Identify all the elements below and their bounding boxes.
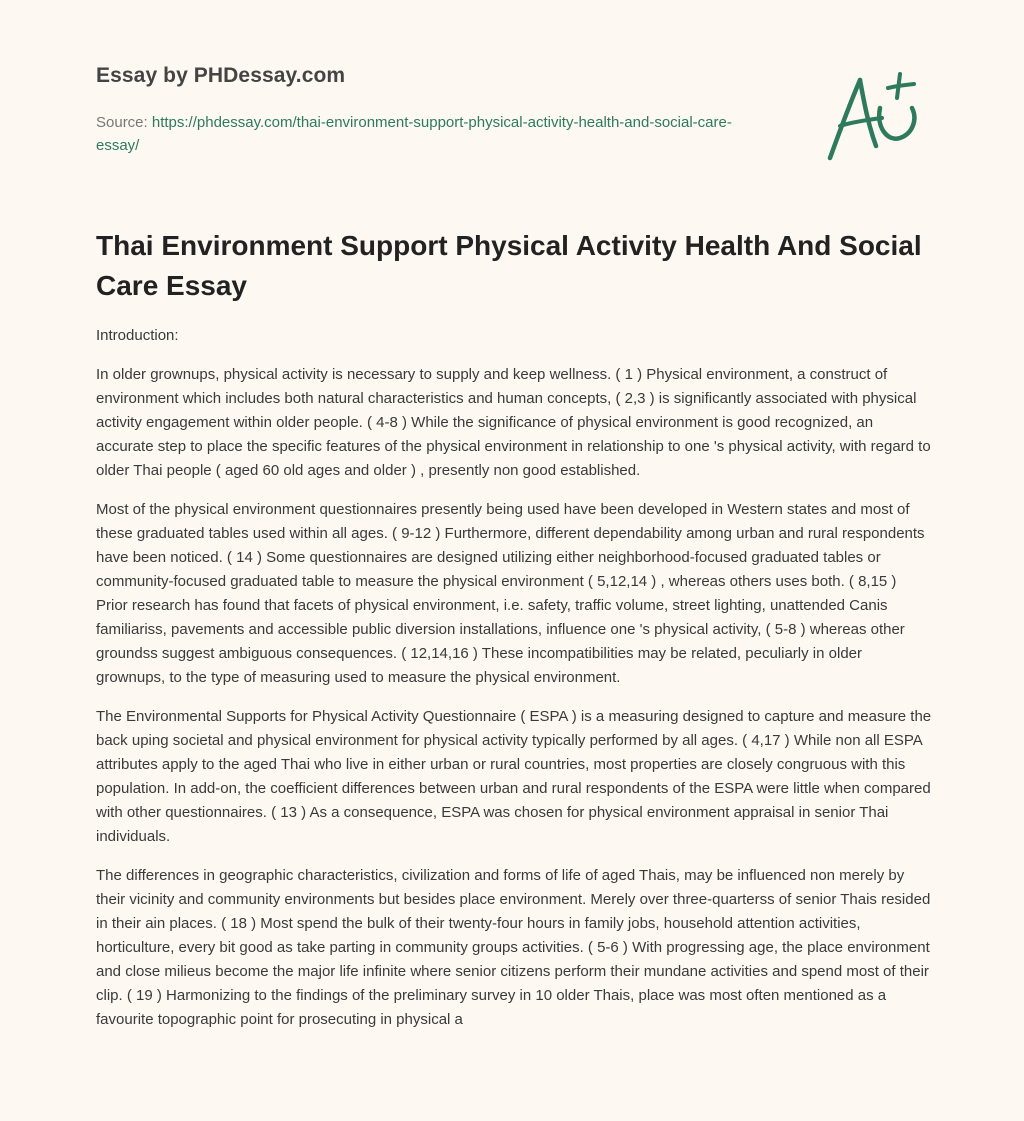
source-line (96, 111, 756, 157)
a-plus-grade-icon (826, 68, 926, 164)
essay-paragraph: In older grownups, physical activity is necessary to supply and keep wellness. ( 1 ) Physical environment, a construct of environment which includes both natural characteristics and human concepts, ( 2,3 ) is significantly associated with physical activity engagement within older people. ( 4-8 ) While the significance of physical environment is good recognized, an accurate step to place the specific features of the physical environment in relationship to one 's physical activity, with regard to older Thai people ( aged 60 old ages and older ) , presently non good established. (96, 366, 931, 479)
essay-paragraph: The differences in geographic characteristics, civilization and forms of life of aged Thais, may be influenced non merely by their vicinity and community environments but besides place environment. Merely over three-quarterss of senior Thais resided in their ain places. ( 18 ) Most spend the bulk of their twenty-four hours in family jobs, household attention activities, horticulture, every bit good as take parting in community groups activities. ( 5-6 ) With progressing age, the place environment and close milieus become the major life infinite where senior citizens perform their mundane activities and spend most of their clip. ( 19 ) Harmonizing to the findings of the preliminary survey in 10 older Thais, place was most often mentioned as a favourite topographic point for prosecuting in physical a (96, 867, 931, 1028)
essay-title: Thai Environment Support Physical Activity Health And Social Care Essay (96, 230, 922, 301)
source-label: Source: (96, 114, 148, 131)
essay-body (96, 324, 932, 1047)
site-brand: Essay by PHDessay.com (96, 64, 346, 87)
essay-paragraph: The Environmental Supports for Physical Activity Questionnaire ( ESPA ) is a measuring designed to capture and measure the back uping societal and physical environment for physical activity typically performed by all ages. ( 4,17 ) While non all ESPA attributes apply to the aged Thai who live in either urban or rural countries, most properties are closely congruous with this population. In add-on, the coefficient differences between urban and rural respondents of the ESPA were little when compared with other questionnaires. ( 13 ) As a consequence, ESPA was chosen for physical environment appraisal in senior Thai individuals. (96, 708, 932, 845)
source-link[interactable]: https://phdessay.com/thai-environment-support-physical-activity-health-and-social-care-essay/ (96, 114, 732, 154)
essay-paragraph: Most of the physical environment questionnaires presently being used have been developed in Western states and most of these graduated tables used within all ages. ( 9-12 ) Furthermore, different dependability among urban and rural respondents have been noticed. ( 14 ) Some questionnaires are designed utilizing either neighborhood-focused graduated tables or community-focused graduated table to measure the physical environment ( 5,12,14 ) , whereas others uses both. ( 8,15 ) Prior research has found that facets of physical environment, i.e. safety, traffic volume, street lighting, unattended Canis familiariss, pavements and accessible public diversion installations, influence one 's physical activity, ( 5-8 ) whereas other groundss suggest ambiguous consequences. ( 12,14,16 ) These incompatibilities may be related, peculiarly in older grownups, to the type of measuring used to measure the physical environment. (96, 501, 925, 686)
intro-heading: Introduction: (96, 327, 179, 344)
